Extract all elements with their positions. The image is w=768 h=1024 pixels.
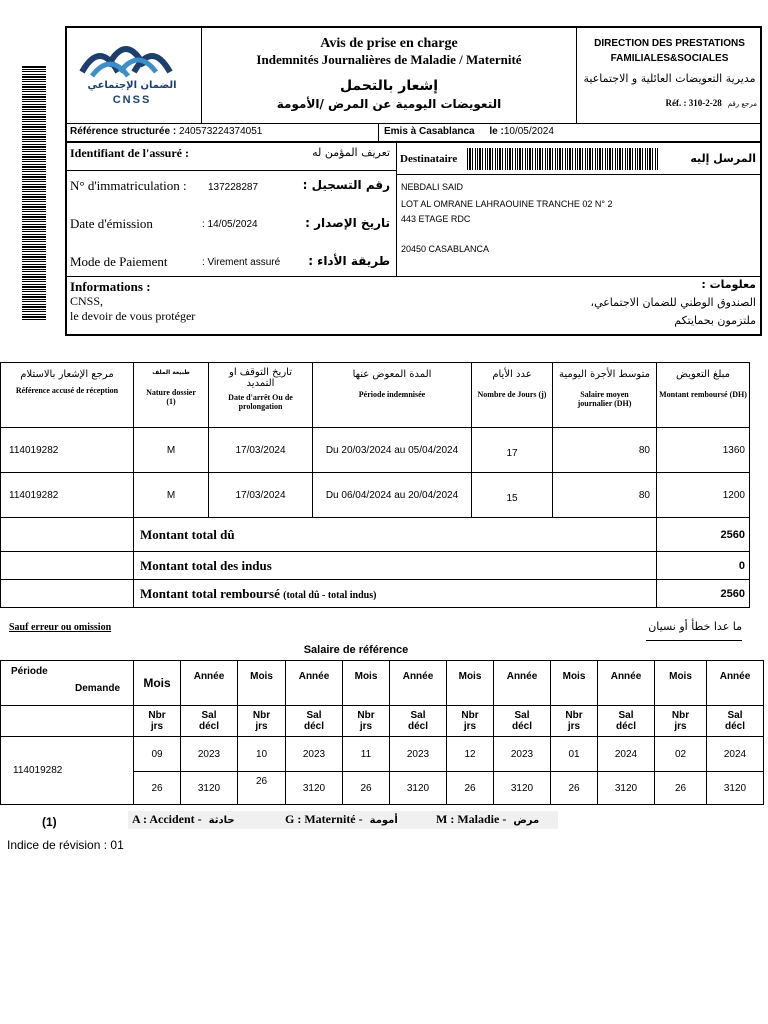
days-cell: 26 bbox=[238, 772, 286, 805]
sal-label: Sal bbox=[306, 710, 322, 721]
sal-cell: 3120 bbox=[286, 772, 343, 805]
row-periode: Du 20/03/2024 au 05/04/2024 bbox=[313, 428, 472, 473]
informations-line1: CNSS, bbox=[70, 294, 104, 308]
title-fr-1: Avis de prise en charge bbox=[320, 36, 458, 51]
salaire-reference-table bbox=[0, 660, 764, 805]
row-jours: 17 bbox=[472, 428, 553, 473]
row-date: 17/03/2024 bbox=[209, 473, 313, 518]
sal-label: Sal bbox=[514, 710, 530, 721]
informations-line2: le devoir de vous protéger bbox=[70, 309, 196, 323]
col-salaire-ar: متوسط الأجرة اليومية bbox=[559, 369, 650, 380]
nbr-label: Nbr bbox=[252, 710, 271, 721]
sal-cell: 3120 bbox=[494, 772, 551, 805]
year-cell: 2023 bbox=[286, 737, 343, 772]
col-periode-fr: Période indemnisée bbox=[358, 390, 426, 399]
mois-header: Mois bbox=[551, 661, 598, 706]
col-date-fr: Date d'arrêt Ou de prolongation bbox=[228, 393, 293, 411]
decl-label: décl bbox=[511, 721, 532, 732]
month-cell: 09 bbox=[134, 737, 181, 772]
nbr-label: Nbr bbox=[565, 710, 583, 721]
sal-cell: 3120 bbox=[598, 772, 655, 805]
table-row bbox=[1, 428, 750, 473]
col-montant-fr: Montant remboursé (DH) bbox=[659, 390, 747, 399]
row-montant: 1360 bbox=[657, 428, 750, 473]
ref-ar: مرجع رقم bbox=[727, 100, 757, 108]
legend-num: (1) bbox=[42, 815, 57, 829]
month-cell: 01 bbox=[551, 737, 598, 772]
informations-ar: معلومات : bbox=[701, 278, 756, 291]
col-salaire-fr: Salaire moyen journalier (DH) bbox=[577, 390, 632, 408]
mois-header: Mois bbox=[343, 661, 390, 706]
emis-label: Emis à Casablanca bbox=[384, 126, 475, 137]
date-emission-label: Date d'émission bbox=[70, 216, 153, 231]
col-nature-ar: طبيعة الملف bbox=[152, 369, 190, 376]
decl-label: décl bbox=[303, 721, 324, 732]
month-cell: 11 bbox=[343, 737, 390, 772]
jrs-label: jrs bbox=[463, 721, 477, 732]
identifiant-label: Identifiant de l'assuré : bbox=[70, 146, 190, 160]
total-row bbox=[1, 552, 750, 580]
ref-structuree-label: Référence structurée : bbox=[70, 126, 177, 137]
year-cell: 2023 bbox=[181, 737, 238, 772]
side-barcode bbox=[22, 66, 46, 320]
col-ref-ar: مرجع الإشعار بالاستلام bbox=[20, 369, 114, 380]
sal-label: Sal bbox=[410, 710, 426, 721]
col-nature-fr: Nature dossier (1) bbox=[146, 388, 196, 406]
year-cell: 2024 bbox=[707, 737, 764, 772]
ref-structuree-value: 240573224374051 bbox=[178, 126, 263, 137]
table-row bbox=[1, 473, 750, 518]
date-emission-ar: تاريخ الإصدار : bbox=[305, 216, 390, 230]
row-periode: Du 06/04/2024 au 20/04/2024 bbox=[313, 473, 472, 518]
ref-code: Réf. : 310-2-28 bbox=[665, 98, 722, 108]
table-header-row bbox=[1, 363, 750, 428]
nbr-label: Nbr bbox=[461, 710, 479, 721]
demande-label: Demande bbox=[75, 683, 121, 694]
indemnites-table bbox=[0, 362, 750, 608]
decl-label: décl bbox=[724, 721, 745, 732]
total-row bbox=[1, 518, 750, 552]
logo-text: CNSS bbox=[112, 94, 152, 106]
row-montant: 1200 bbox=[657, 473, 750, 518]
immat-ar: رقم التسجيل : bbox=[302, 178, 390, 192]
identifiant-ar: تعريف المؤمن له bbox=[312, 146, 390, 159]
annee-header: Année bbox=[494, 661, 551, 706]
annee-header: Année bbox=[707, 661, 764, 706]
decl-label: décl bbox=[198, 721, 219, 732]
nbr-label: Nbr bbox=[148, 710, 166, 721]
year-cell: 2024 bbox=[598, 737, 655, 772]
mode-paiement-label: Mode de Paiement bbox=[70, 254, 168, 269]
emis-date: 10/05/2024 bbox=[503, 126, 554, 137]
sal-label: Sal bbox=[727, 710, 743, 721]
dest-addr3: 20450 CASABLANCA bbox=[401, 244, 490, 254]
days-cell: 26 bbox=[447, 772, 494, 805]
days-cell: 26 bbox=[343, 772, 390, 805]
destinataire-barcode bbox=[467, 148, 659, 170]
informations-ar-2: ملتزمون بحمايتكم bbox=[674, 314, 756, 327]
legend-maladie: M : Maladie - bbox=[436, 812, 507, 826]
row-salaire: 80 bbox=[553, 473, 657, 518]
month-cell: 10 bbox=[238, 737, 286, 772]
title-fr-2: Indemnités Journalières de Maladie / Maternité bbox=[256, 52, 522, 67]
jrs-label: jrs bbox=[567, 721, 581, 732]
salaire-ref-title: Salaire de référence bbox=[303, 644, 409, 656]
mois-header: Mois bbox=[134, 661, 181, 706]
decl-label: décl bbox=[615, 721, 636, 732]
col-jours-ar: عدد الأيام bbox=[492, 369, 532, 380]
annee-header: Année bbox=[598, 661, 655, 706]
salaire-row-id: 114019282 bbox=[1, 737, 134, 805]
row-ref: 114019282 bbox=[1, 428, 134, 473]
destinataire-label: Destinataire bbox=[400, 153, 458, 165]
periode-label: Période bbox=[11, 666, 48, 677]
sal-label: Sal bbox=[201, 710, 217, 721]
row-jours: 15 bbox=[472, 473, 553, 518]
row-ref: 114019282 bbox=[1, 473, 134, 518]
revision-index: Indice de révision : 01 bbox=[7, 838, 124, 852]
sauf-erreur: Sauf erreur ou omission bbox=[9, 622, 112, 633]
month-cell: 12 bbox=[447, 737, 494, 772]
annee-header: Année bbox=[286, 661, 343, 706]
legend-maternite: G : Maternité - bbox=[285, 812, 363, 826]
year-cell: 2023 bbox=[494, 737, 551, 772]
days-cell: 26 bbox=[655, 772, 707, 805]
total-rembourse-note: (total dû - total indus) bbox=[283, 589, 377, 601]
cnss-logo bbox=[72, 32, 196, 116]
informations-ar-1: الصندوق الوطني للضمان الاجتماعي، bbox=[590, 296, 756, 309]
nbr-label: Nbr bbox=[357, 710, 375, 721]
dest-addr2: 443 ETAGE RDC bbox=[401, 214, 471, 224]
sauf-erreur-ar: ما عدا خطأ أو نسيان bbox=[648, 620, 742, 633]
date-label: le : bbox=[489, 126, 504, 137]
month-cell: 02 bbox=[655, 737, 707, 772]
mode-paiement-value: : Virement assuré bbox=[202, 257, 281, 268]
legend-accident: A : Accident - bbox=[132, 812, 202, 826]
title-ar-1: إشعار بالتحمل bbox=[339, 78, 439, 94]
immat-label: N° d'immatriculation : bbox=[70, 178, 187, 193]
legend-maternite-ar: أمومة bbox=[369, 815, 398, 826]
total-du-label: Montant total dû bbox=[134, 518, 657, 552]
dest-name: NEBDALI SAID bbox=[401, 182, 464, 192]
sal-label: Sal bbox=[618, 710, 634, 721]
col-jours-fr: Nombre de Jours (j) bbox=[477, 390, 547, 399]
total-du-value: 2560 bbox=[657, 518, 750, 552]
title-ar-2: التعويضات اليومية عن المرض /الأمومة bbox=[276, 97, 502, 111]
sal-cell: 3120 bbox=[181, 772, 238, 805]
col-montant-ar: مبلغ التعويض bbox=[675, 369, 731, 380]
days-cell: 26 bbox=[551, 772, 598, 805]
jrs-label: jrs bbox=[674, 721, 687, 732]
direction-label: DIRECTION DES PRESTATIONS FAMILIALES&SOCIALES bbox=[594, 38, 745, 64]
total-rembourse-label: Montant total remboursé bbox=[140, 585, 280, 601]
col-date-ar: تاريخ التوقف او التمديد bbox=[228, 367, 292, 389]
immat-value: 137228287 bbox=[208, 182, 259, 193]
mois-header: Mois bbox=[238, 661, 286, 706]
sal-cell: 3120 bbox=[707, 772, 764, 805]
row-nature: M bbox=[134, 428, 209, 473]
total-indus-label: Montant total des indus bbox=[134, 552, 657, 580]
mois-header: Mois bbox=[655, 661, 707, 706]
total-row bbox=[1, 580, 750, 608]
jrs-label: jrs bbox=[150, 721, 164, 732]
logo-arabic: الضمان الإجتماعي bbox=[87, 80, 177, 91]
direction-ar: مديرية التعويضات العائلية و الاجتماعية bbox=[583, 72, 756, 85]
row-date: 17/03/2024 bbox=[209, 428, 313, 473]
destinataire-ar: المرسل إليه bbox=[690, 152, 756, 165]
mois-header: Mois bbox=[447, 661, 494, 706]
sal-cell: 3120 bbox=[390, 772, 447, 805]
jrs-label: jrs bbox=[255, 721, 268, 732]
nbr-label: Nbr bbox=[671, 710, 690, 721]
annee-header: Année bbox=[181, 661, 238, 706]
days-cell: 26 bbox=[134, 772, 181, 805]
jrs-label: jrs bbox=[359, 721, 373, 732]
total-rembourse-value: 2560 bbox=[657, 580, 750, 608]
row-nature: M bbox=[134, 473, 209, 518]
row-salaire: 80 bbox=[553, 428, 657, 473]
year-cell: 2023 bbox=[390, 737, 447, 772]
date-emission-value: : 14/05/2024 bbox=[202, 219, 258, 230]
mode-paiement-ar: طريقة الأداء : bbox=[308, 254, 390, 268]
annee-header: Année bbox=[390, 661, 447, 706]
dest-addr1: LOT AL OMRANE LAHRAOUINE TRANCHE 02 N° 2 bbox=[401, 199, 613, 209]
col-ref-fr: Référence accusé de réception bbox=[15, 386, 119, 395]
decl-label: décl bbox=[407, 721, 428, 732]
informations-label: Informations : bbox=[70, 279, 151, 294]
col-periode-ar: المدة المعوض عنها bbox=[352, 369, 432, 380]
total-indus-value: 0 bbox=[657, 552, 750, 580]
legend-maladie-ar: مرض bbox=[513, 815, 540, 826]
legend-accident-ar: حادثة bbox=[208, 815, 235, 826]
